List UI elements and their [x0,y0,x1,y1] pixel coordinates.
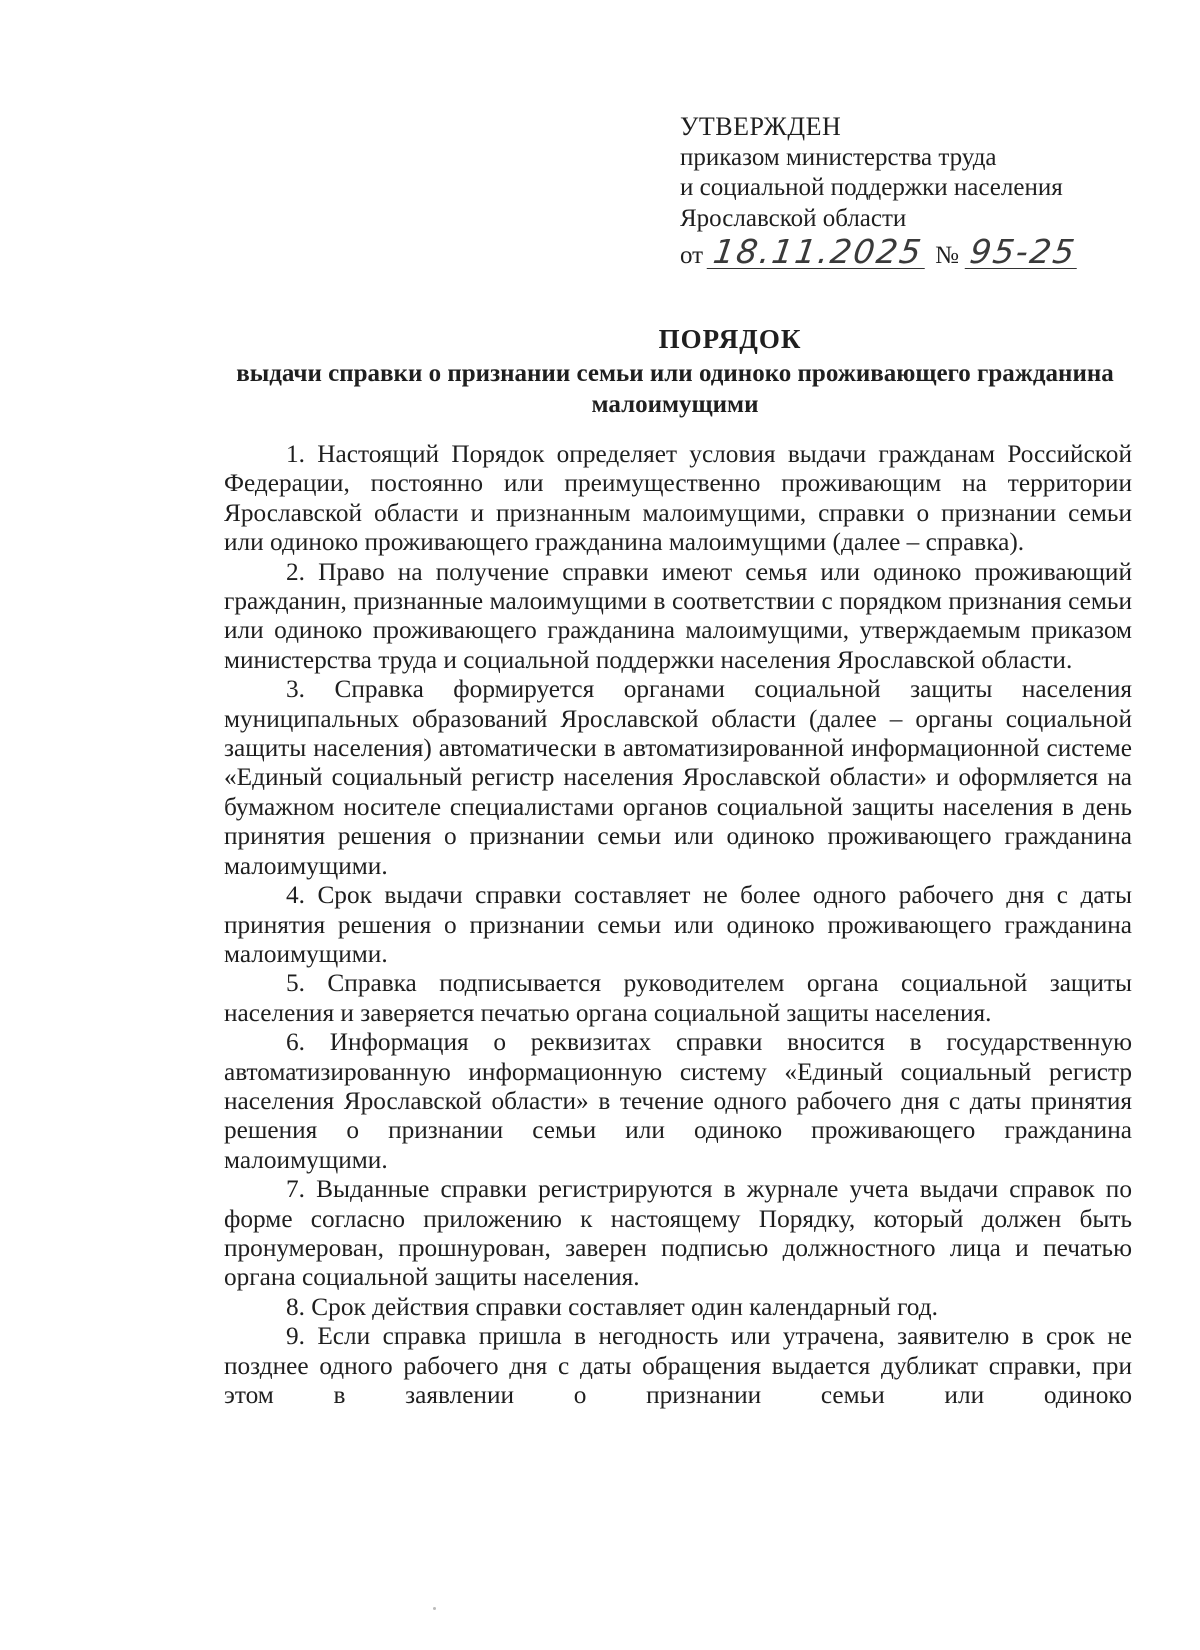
approval-date-line [680,232,1150,272]
approval-line-2: и социальной поддержки населения [680,174,1063,201]
document-body [224,440,1132,1410]
date-prefix: от [680,242,704,269]
paragraph-8: 8. Срок действия справки составляет один календарный год. [286,1292,938,1321]
paragraph-5: 5. Справка подписывается руководителем органа социальной защиты населения и заверяется печатью органа социальной защиты населения. [224,969,1132,1027]
paragraph-9: 9. Если справка пришла в негодность или утрачена, заявителю в срок не позднее одного рабочего дня с даты обращения выдается дубликат справки, при этом в заявлении о признании семьи или одиноко [224,1322,1132,1409]
approval-heading: УТВЕРЖДЕН [680,112,842,141]
document-title: ПОРЯДОК [658,324,802,354]
approval-line-3: Ярославской области [680,204,907,232]
approval-stamp-block [680,112,1150,272]
document-title-block [150,322,1200,420]
handwritten-number: 95-25 [965,236,1082,269]
paragraph-6: 6. Информация о реквизитах справки вносится в государственную автоматизированную информационную систему «Единый социальный регистр населения Ярославской области» в течение одного рабочего дня с даты принятия решения о признании семьи или одиноко проживающего гражданина малоимущими. [224,1028,1132,1174]
paragraph-4: 4. Срок выдачи справки составляет не более одного рабочего дня с даты принятия решения о признании семьи или одиноко проживающего гражданина малоимущими. [224,881,1132,968]
paragraph-2: 2. Право на получение справки имеют семья или одиноко проживающий гражданин, признанные малоимущими в соответствии с порядком признания семьи или одиноко проживающего гражданина малоимущими, утверждаемым приказом министерства труда и социальной поддержки населения Ярославской области. [224,557,1132,674]
scan-speck [433,1607,436,1610]
paragraph-7: 7. Выданные справки регистрируются в журнале учета выдачи справок по форме согласно приложению к настоящему Порядку, который должен быть пронумерован, прошнурован, заверен подписью должностного лица и печатью органа социальной защиты населения. [224,1175,1132,1292]
document-subtitle: выдачи справки о признании семьи или одиноко проживающего гражданина малоимущими [236,360,1114,418]
paragraph-3: 3. Справка формируется органами социальной защиты населения муниципальных образований Ярославской области (далее – органы социальной защиты населения) автоматически в автоматизированной информационной системе «Единый социальный регистр населения Ярославской области» и оформляется на бумажном носителе специалистами органов социальной защиты населения в день принятия решения о признании семьи или одиноко проживающего гражданина малоимущими. [224,675,1132,880]
handwritten-date: 18.11.2025 [707,236,930,269]
approval-line-1: приказом министерства труда [680,143,997,171]
number-label: № [935,242,959,269]
paragraph-1: 1. Настоящий Порядок определяет условия выдачи гражданам Российской Федерации, постоянно или преимущественно проживающим на территории Ярославской области и признанным малоимущими, справки о признании семьи или одиноко проживающего гражданина малоимущими (далее – справка). [224,440,1132,557]
